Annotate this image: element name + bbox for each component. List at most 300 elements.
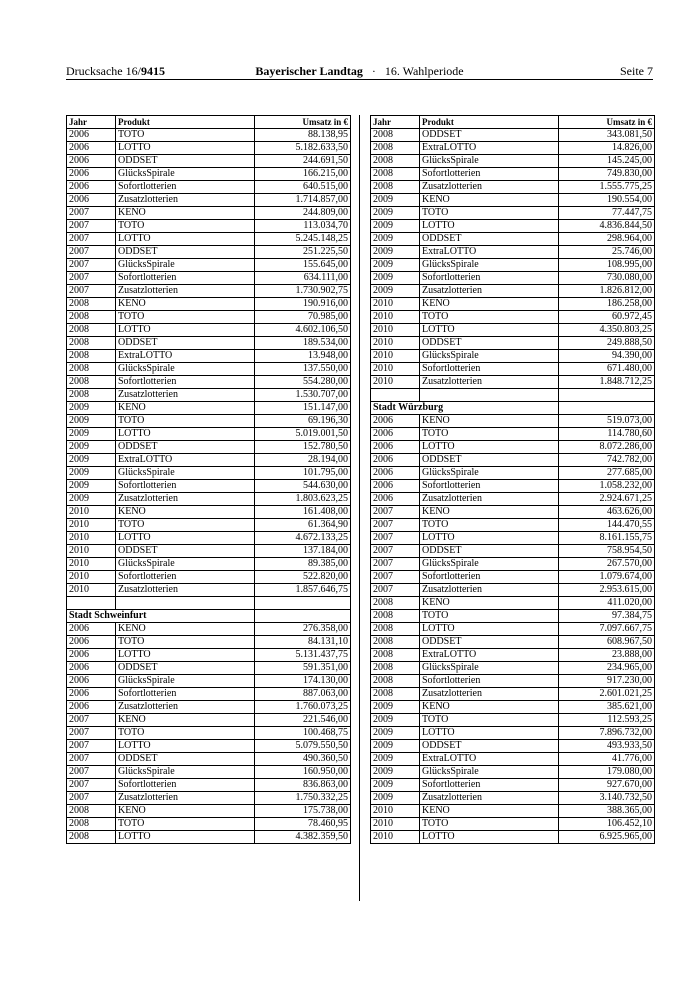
table-row	[371, 142, 655, 155]
table-row	[371, 766, 655, 779]
revenue-cell: 4.836.844,50	[559, 220, 655, 233]
revenue-cell: 2.924.671,25	[559, 493, 655, 506]
table-row	[67, 428, 351, 441]
product-cell: KENO	[420, 597, 559, 610]
revenue-cell: 166.215,00	[255, 168, 351, 181]
revenue-cell: 2.953.615,00	[559, 584, 655, 597]
revenue-cell: 1.750.332,25	[255, 792, 351, 805]
column-header-product: Produkt	[420, 116, 559, 129]
product-cell: LOTTO	[116, 532, 255, 545]
revenue-cell: 1.714.857,00	[255, 194, 351, 207]
revenue-cell: 190.916,00	[255, 298, 351, 311]
year-cell: 2007	[67, 792, 116, 805]
year-cell: 2009	[371, 272, 420, 285]
revenue-cell: 244.809,00	[255, 207, 351, 220]
product-cell: Sofortlotterien	[116, 688, 255, 701]
year-cell: 2007	[67, 753, 116, 766]
year-cell: 2008	[67, 805, 116, 818]
table-row	[67, 727, 351, 740]
revenue-cell: 6.925.965,00	[559, 831, 655, 844]
year-cell: 2007	[67, 766, 116, 779]
revenue-cell: 4.350.803,25	[559, 324, 655, 337]
year-cell: 2009	[67, 441, 116, 454]
product-cell: Sofortlotterien	[420, 272, 559, 285]
revenue-cell: 1.826.812,00	[559, 285, 655, 298]
product-cell: ODDSET	[420, 740, 559, 753]
year-cell: 2008	[67, 298, 116, 311]
product-cell: KENO	[420, 194, 559, 207]
product-cell: KENO	[116, 402, 255, 415]
table-row	[371, 571, 655, 584]
year-cell: 2010	[371, 376, 420, 389]
revenue-cell: 411.020,00	[559, 597, 655, 610]
revenue-cell: 519.073,00	[559, 415, 655, 428]
table-row	[67, 558, 351, 571]
column-header-year: Jahr	[67, 116, 116, 129]
table-row	[67, 545, 351, 558]
table-row	[371, 701, 655, 714]
revenue-cell: 174.130,00	[255, 675, 351, 688]
table-row	[67, 467, 351, 480]
table-row	[67, 259, 351, 272]
column-header-product: Produkt	[116, 116, 255, 129]
year-cell: 2007	[67, 714, 116, 727]
product-cell: TOTO	[116, 415, 255, 428]
product-cell: Zusatzlotterien	[116, 701, 255, 714]
revenue-cell: 190.554,00	[559, 194, 655, 207]
year-cell: 2007	[67, 207, 116, 220]
year-cell: 2008	[371, 155, 420, 168]
table-row	[371, 415, 655, 428]
product-cell: KENO	[420, 701, 559, 714]
product-cell: ODDSET	[420, 337, 559, 350]
product-cell: KENO	[420, 298, 559, 311]
product-cell: KENO	[420, 506, 559, 519]
year-cell: 2009	[371, 766, 420, 779]
year-cell: 2010	[67, 584, 116, 597]
year-cell: 2009	[67, 467, 116, 480]
year-cell: 2009	[67, 415, 116, 428]
year-cell: 2009	[371, 220, 420, 233]
table-row	[67, 792, 351, 805]
year-cell: 2010	[67, 532, 116, 545]
year-cell: 2008	[371, 168, 420, 181]
product-cell: LOTTO	[420, 727, 559, 740]
product-cell: ExtraLOTTO	[420, 142, 559, 155]
product-cell: LOTTO	[420, 623, 559, 636]
year-cell: 2007	[67, 272, 116, 285]
table-row	[67, 493, 351, 506]
revenue-cell: 640.515,00	[255, 181, 351, 194]
year-cell: 2009	[67, 428, 116, 441]
revenue-cell: 88.138,95	[255, 129, 351, 142]
product-cell: TOTO	[420, 311, 559, 324]
product-cell: ExtraLOTTO	[420, 649, 559, 662]
product-cell: TOTO	[116, 818, 255, 831]
table-row	[371, 363, 655, 376]
revenue-cell: 749.830,00	[559, 168, 655, 181]
year-cell: 2006	[67, 688, 116, 701]
table-row	[67, 272, 351, 285]
revenue-cell: 887.063,00	[255, 688, 351, 701]
table-row	[371, 818, 655, 831]
product-cell: TOTO	[116, 727, 255, 740]
revenue-cell: 4.672.133,25	[255, 532, 351, 545]
product-cell: GlücksSpirale	[116, 467, 255, 480]
table-row	[371, 259, 655, 272]
product-cell: Zusatzlotterien	[420, 493, 559, 506]
year-cell: 2010	[371, 805, 420, 818]
product-cell: LOTTO	[116, 649, 255, 662]
product-cell: Zusatzlotterien	[116, 285, 255, 298]
table-row	[67, 480, 351, 493]
year-cell: 2008	[67, 389, 116, 402]
revenue-cell: 244.691,50	[255, 155, 351, 168]
year-cell: 2006	[67, 636, 116, 649]
table-row	[371, 246, 655, 259]
revenue-cell: 1.058.232,00	[559, 480, 655, 493]
table-header-row	[371, 116, 655, 129]
column-divider	[359, 115, 360, 901]
product-cell: TOTO	[116, 636, 255, 649]
revenue-cell: 25.746,00	[559, 246, 655, 259]
year-cell: 2008	[371, 623, 420, 636]
revenue-cell	[255, 597, 351, 610]
product-cell: Zusatzlotterien	[116, 584, 255, 597]
year-cell: 2010	[371, 831, 420, 844]
year-cell: 2007	[67, 233, 116, 246]
year-cell: 2008	[67, 376, 116, 389]
header-separator: ·	[371, 64, 376, 78]
product-cell: GlücksSpirale	[116, 675, 255, 688]
year-cell: 2006	[67, 181, 116, 194]
section-row	[67, 610, 351, 623]
year-cell: 2006	[67, 155, 116, 168]
table-row	[371, 532, 655, 545]
revenue-cell: 23.888,00	[559, 649, 655, 662]
table-row	[371, 428, 655, 441]
product-cell: ODDSET	[116, 155, 255, 168]
table-row	[67, 168, 351, 181]
revenue-cell: 175.738,00	[255, 805, 351, 818]
revenue-cell: 5.245.148,25	[255, 233, 351, 246]
product-cell: LOTTO	[116, 142, 255, 155]
table-row	[67, 688, 351, 701]
product-cell: Zusatzlotterien	[116, 493, 255, 506]
product-cell: LOTTO	[116, 233, 255, 246]
table-row	[67, 298, 351, 311]
year-cell: 2009	[371, 740, 420, 753]
revenue-cell: 7.896.732,00	[559, 727, 655, 740]
year-cell: 2006	[371, 415, 420, 428]
year-cell: 2008	[371, 181, 420, 194]
year-cell: 2008	[371, 142, 420, 155]
year-cell: 2007	[371, 519, 420, 532]
revenue-cell: 490.360,50	[255, 753, 351, 766]
year-cell: 2008	[67, 337, 116, 350]
year-cell: 2006	[67, 129, 116, 142]
table-row	[67, 194, 351, 207]
product-cell: LOTTO	[116, 324, 255, 337]
table-header-row	[67, 116, 351, 129]
table-row	[371, 506, 655, 519]
revenue-cell: 1.760.073,25	[255, 701, 351, 714]
revenue-cell: 251.225,50	[255, 246, 351, 259]
year-cell: 2007	[67, 259, 116, 272]
year-cell: 2007	[371, 532, 420, 545]
year-cell: 2007	[67, 246, 116, 259]
revenue-cell: 463.626,00	[559, 506, 655, 519]
revenue-cell: 186.258,00	[559, 298, 655, 311]
year-cell: 2009	[67, 402, 116, 415]
revenue-cell: 84.131,10	[255, 636, 351, 649]
table-row	[67, 584, 351, 597]
revenue-cell: 221.546,00	[255, 714, 351, 727]
revenue-cell: 61.364,90	[255, 519, 351, 532]
revenue-cell: 28.194,00	[255, 454, 351, 467]
product-cell: ODDSET	[420, 233, 559, 246]
revenue-cell: 1.848.712,25	[559, 376, 655, 389]
revenue-cell: 554.280,00	[255, 376, 351, 389]
product-cell: ODDSET	[420, 636, 559, 649]
table-row	[67, 714, 351, 727]
product-cell: TOTO	[420, 207, 559, 220]
year-cell: 2006	[67, 649, 116, 662]
revenue-cell: 276.358,00	[255, 623, 351, 636]
revenue-cell: 234.965,00	[559, 662, 655, 675]
product-cell: Zusatzlotterien	[116, 389, 255, 402]
year-cell: 2009	[371, 727, 420, 740]
table-row	[371, 740, 655, 753]
table-row	[67, 155, 351, 168]
table-row	[371, 831, 655, 844]
year-cell: 2006	[371, 454, 420, 467]
year-cell: 2010	[67, 545, 116, 558]
year-cell: 2009	[67, 454, 116, 467]
table-row	[67, 441, 351, 454]
product-cell: Sofortlotterien	[116, 376, 255, 389]
product-cell: Sofortlotterien	[116, 272, 255, 285]
year-cell: 2009	[371, 259, 420, 272]
revenue-cell: 2.601.021,25	[559, 688, 655, 701]
revenue-cell: 758.954,50	[559, 545, 655, 558]
table-row	[67, 246, 351, 259]
table-row	[67, 740, 351, 753]
table-row	[371, 558, 655, 571]
table-row	[371, 597, 655, 610]
product-cell: ODDSET	[420, 129, 559, 142]
table-row	[371, 805, 655, 818]
product-cell: GlücksSpirale	[116, 259, 255, 272]
year-cell: 2009	[371, 701, 420, 714]
product-cell: Sofortlotterien	[116, 571, 255, 584]
revenue-cell: 144.470,55	[559, 519, 655, 532]
table-row	[67, 701, 351, 714]
table-row	[371, 545, 655, 558]
table-row	[371, 649, 655, 662]
year-cell: 2007	[67, 220, 116, 233]
product-cell: Zusatzlotterien	[420, 584, 559, 597]
table-row	[371, 714, 655, 727]
revenue-cell: 730.080,00	[559, 272, 655, 285]
product-cell: Zusatzlotterien	[420, 792, 559, 805]
table-row	[371, 129, 655, 142]
product-cell: GlücksSpirale	[116, 363, 255, 376]
year-cell: 2009	[371, 779, 420, 792]
year-cell: 2007	[67, 740, 116, 753]
product-cell: KENO	[116, 805, 255, 818]
empty-cell	[559, 402, 655, 415]
year-cell: 2009	[371, 246, 420, 259]
year-cell: 2010	[67, 519, 116, 532]
year-cell: 2009	[371, 207, 420, 220]
sales-table-right	[370, 115, 655, 844]
product-cell: Zusatzlotterien	[420, 376, 559, 389]
product-cell: TOTO	[420, 818, 559, 831]
table-row	[371, 753, 655, 766]
product-cell: Sofortlotterien	[116, 181, 255, 194]
product-cell: GlücksSpirale	[116, 168, 255, 181]
table-row	[371, 779, 655, 792]
empty-cell	[255, 610, 351, 623]
table-row	[67, 766, 351, 779]
product-cell: Sofortlotterien	[420, 571, 559, 584]
table-row	[371, 623, 655, 636]
year-cell: 2010	[371, 311, 420, 324]
year-cell	[371, 389, 420, 402]
revenue-cell: 267.570,00	[559, 558, 655, 571]
table-row	[371, 454, 655, 467]
year-cell: 2006	[371, 480, 420, 493]
column-header-year: Jahr	[371, 116, 420, 129]
product-cell: LOTTO	[116, 428, 255, 441]
table-row	[371, 324, 655, 337]
table-row	[67, 636, 351, 649]
table-row	[67, 350, 351, 363]
table-row	[67, 532, 351, 545]
page-number: Seite 7	[620, 64, 653, 78]
product-cell: GlücksSpirale	[420, 467, 559, 480]
table-row	[67, 623, 351, 636]
year-cell: 2008	[371, 649, 420, 662]
page-header	[66, 63, 653, 79]
revenue-cell: 160.950,00	[255, 766, 351, 779]
table-row	[371, 662, 655, 675]
table-row	[371, 272, 655, 285]
year-cell: 2008	[371, 597, 420, 610]
year-cell: 2008	[371, 675, 420, 688]
product-cell	[420, 389, 559, 402]
table-row	[371, 220, 655, 233]
year-cell: 2006	[67, 194, 116, 207]
revenue-cell: 5.079.550,50	[255, 740, 351, 753]
product-cell: LOTTO	[116, 831, 255, 844]
revenue-cell: 179.080,00	[559, 766, 655, 779]
product-cell: LOTTO	[116, 740, 255, 753]
revenue-cell: 60.972,45	[559, 311, 655, 324]
product-cell: KENO	[420, 415, 559, 428]
revenue-cell: 917.230,00	[559, 675, 655, 688]
product-cell: ODDSET	[420, 545, 559, 558]
revenue-cell: 106.452,10	[559, 818, 655, 831]
revenue-cell: 1.857.646,75	[255, 584, 351, 597]
year-cell: 2010	[67, 506, 116, 519]
revenue-cell: 114.780,60	[559, 428, 655, 441]
product-cell: GlücksSpirale	[420, 259, 559, 272]
table-row	[371, 233, 655, 246]
revenue-cell: 388.365,00	[559, 805, 655, 818]
year-cell: 2006	[371, 441, 420, 454]
revenue-cell: 151.147,00	[255, 402, 351, 415]
year-cell: 2007	[67, 779, 116, 792]
revenue-cell: 493.933,50	[559, 740, 655, 753]
product-cell: TOTO	[116, 519, 255, 532]
revenue-cell: 742.782,00	[559, 454, 655, 467]
table-row	[67, 311, 351, 324]
year-cell	[67, 597, 116, 610]
product-cell: Zusatzlotterien	[116, 792, 255, 805]
product-cell: Sofortlotterien	[420, 480, 559, 493]
revenue-cell: 298.964,00	[559, 233, 655, 246]
document-number-prefix: Drucksache 16/	[66, 64, 141, 78]
product-cell: KENO	[116, 298, 255, 311]
year-cell: 2006	[67, 168, 116, 181]
product-cell: ExtraLOTTO	[420, 246, 559, 259]
year-cell: 2010	[371, 337, 420, 350]
revenue-cell: 113.034,70	[255, 220, 351, 233]
year-cell: 2009	[371, 285, 420, 298]
table-row	[371, 389, 655, 402]
year-cell: 2009	[371, 233, 420, 246]
revenue-cell: 522.820,00	[255, 571, 351, 584]
section-heading: Stadt Würzburg	[371, 402, 559, 415]
table-row	[371, 441, 655, 454]
year-cell: 2006	[371, 428, 420, 441]
column-header-revenue: Umsatz in €	[559, 116, 655, 129]
product-cell: Zusatzlotterien	[116, 194, 255, 207]
revenue-cell: 7.097.667,75	[559, 623, 655, 636]
year-cell: 2009	[371, 792, 420, 805]
legislative-period: 16. Wahlperiode	[384, 64, 464, 78]
product-cell: ODDSET	[116, 337, 255, 350]
product-cell: ExtraLOTTO	[116, 350, 255, 363]
table-row	[371, 493, 655, 506]
revenue-cell: 385.621,00	[559, 701, 655, 714]
table-row	[371, 584, 655, 597]
revenue-cell: 145.245,00	[559, 155, 655, 168]
table-row	[67, 805, 351, 818]
table-row	[67, 402, 351, 415]
table-row	[67, 376, 351, 389]
revenue-cell: 70.985,00	[255, 311, 351, 324]
table-row	[371, 311, 655, 324]
product-cell: Sofortlotterien	[420, 675, 559, 688]
table-row	[67, 337, 351, 350]
year-cell: 2007	[371, 584, 420, 597]
table-row	[371, 519, 655, 532]
product-cell: LOTTO	[420, 441, 559, 454]
year-cell: 2009	[371, 194, 420, 207]
year-cell: 2008	[371, 688, 420, 701]
revenue-cell: 41.776,00	[559, 753, 655, 766]
revenue-cell: 89.385,00	[255, 558, 351, 571]
revenue-cell: 137.184,00	[255, 545, 351, 558]
table-row	[371, 298, 655, 311]
year-cell: 2010	[371, 363, 420, 376]
year-cell: 2010	[371, 350, 420, 363]
table-row	[67, 506, 351, 519]
product-cell: ODDSET	[116, 545, 255, 558]
